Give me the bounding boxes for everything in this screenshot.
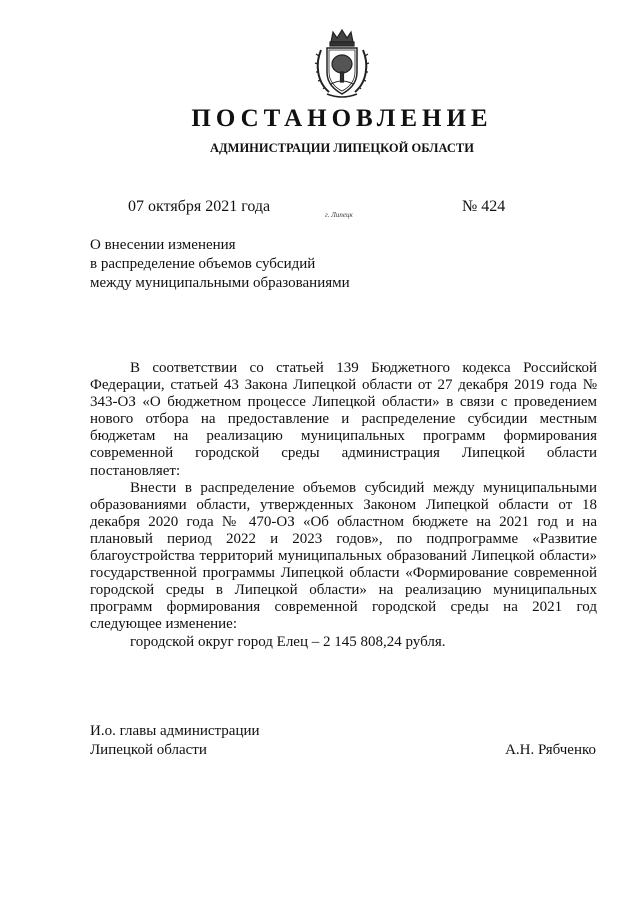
body-paragraph: В соответствии со статьей 139 Бюджетного кодекса Российской Федерации, статьей 43 Закона Липецкой области от 27 декабря 2019 года № 343-ОЗ «О бюджетном процессе Липецкой области» в связи с проведением нового отбора на предоставление и распределение субсидии местным бюджетам на реализацию муниципальных программ формирования современной городской среды администрация Липецкой области постановляет: (90, 360, 597, 479)
body-paragraph: городской округ город Елец – 2 145 808,24 рубля. (130, 633, 446, 650)
signatory-position (90, 722, 260, 760)
document-body (90, 360, 597, 651)
signatory-position-line: И.о. главы администрации (90, 723, 260, 739)
coat-of-arms-icon (313, 28, 371, 100)
document-title: ПОСТАНОВЛЕНИЕ (191, 105, 493, 132)
subject-line: в распределение объемов субсидий (90, 256, 316, 272)
body-paragraph: Внести в распределение объемов субсидий между муниципальными образованиями области, утвержденных Законом Липецкой области от 18 декабря 2020 года № 470-ОЗ «Об областном бюджете на 2021 год и на плановый период 2022 и 2023 годов», по подпрограмме «Развитие благоустройства территорий муниципальных образований Липецкой области» государственной программы Липецкой области «Формирование современной городской среды в Липецкой области» на реализацию муниципальных программ формирования современной городской среды на 2021 год следующее изменение: (90, 479, 597, 633)
subject-line: между муниципальными образованиями (90, 275, 350, 291)
document-issuer: АДМИНИСТРАЦИИ ЛИПЕЦКОЙ ОБЛАСТИ (210, 141, 474, 155)
document-city: г. Липецк (325, 211, 353, 219)
subject-line: О внесении изменения (90, 237, 236, 253)
signatory-position-line: Липецкой области (90, 742, 207, 758)
document-date: 07 октября 2021 года (128, 198, 271, 215)
signatory-name: А.Н. Рябченко (505, 742, 596, 758)
document-subject (90, 236, 490, 293)
document-number: № 424 (462, 198, 506, 215)
